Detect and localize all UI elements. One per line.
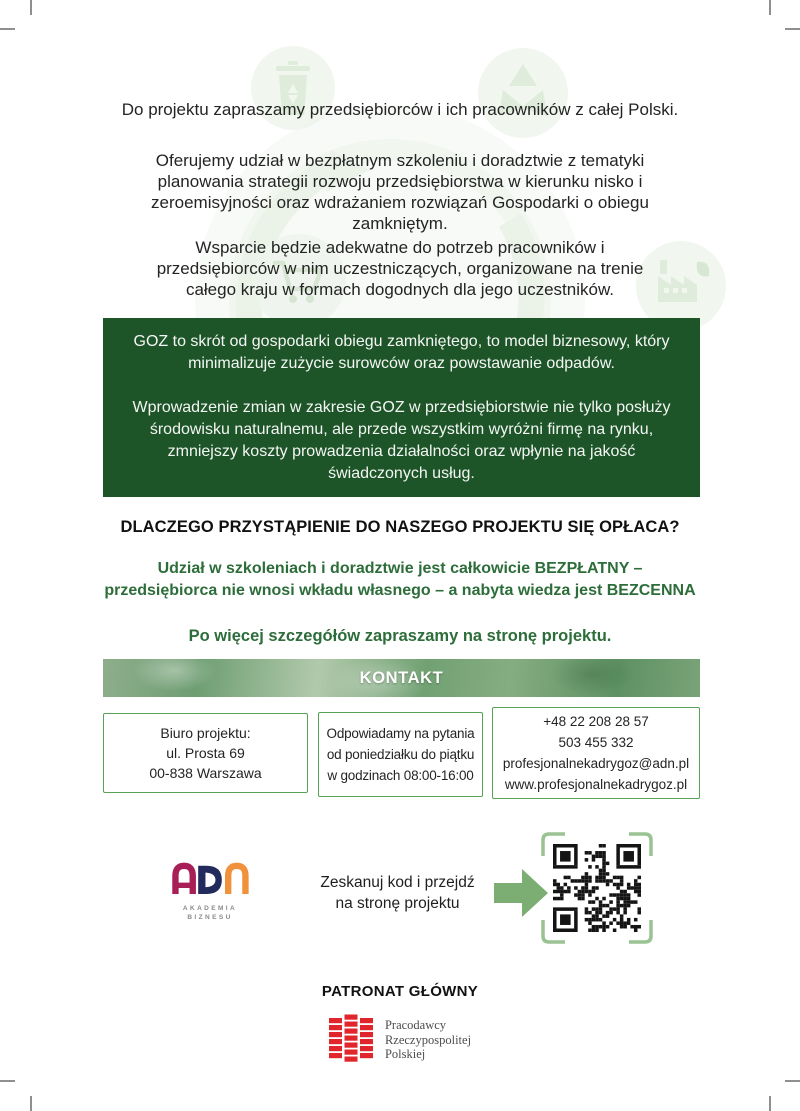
hours-line1: Odpowiadamy na pytania [326, 726, 475, 741]
contact-box-hours [318, 712, 483, 797]
patron-name [385, 1018, 471, 1062]
benefit-statement-line2: przedsiębiorca nie wnosi wkładu własnego – a nabyta wiedza jest BEZCENNA [104, 582, 696, 599]
adn-logo [160, 860, 260, 922]
qr-code-matrix [553, 844, 641, 932]
goz-paragraph-2: Wprowadzenie zmian w zakresie GOZ w przedsiębiorstwie nie tylko posłuży środowisku naturalnemu, ale przede wszystkim wyróżni firmę na rynku, zmniejszy koszty prowadzenia działalności oraz wpłynie na jakość świadczonych usług. [132, 399, 671, 482]
patron-name-line2: Rzeczypospolitej [384, 1032, 472, 1047]
scan-qr-label-line2: na stronę projektu [335, 895, 460, 912]
patronat-heading: PATRONAT GŁÓWNY [321, 983, 479, 1000]
crop-mark [785, 1080, 800, 1082]
benefit-statement-line1: Udział w szkoleniach i doradztwie jest całkowicie BEZPŁATNY – [157, 560, 643, 577]
patron-name-line1: Pracodawcy [384, 1018, 447, 1032]
crop-mark [0, 1080, 15, 1082]
kontakt-banner [103, 659, 700, 697]
crop-mark [769, 1096, 771, 1111]
office-city: 00-838 Warszawa [149, 765, 262, 781]
goz-paragraph-1: GOZ to skrót od gospodarki obiegu zamkniętego, to model biznesowy, który minimalizuje zużycie surowców oraz powstawanie odpadów. [133, 333, 670, 372]
patron-logo [0, 1012, 800, 1064]
contact-phone-1: +48 22 208 28 57 [543, 714, 649, 729]
recycle-arrows-icon [478, 48, 568, 138]
more-info-line: Po więcej szczegółów zapraszamy na stronę projektu. [188, 627, 612, 645]
hours-line2: od poniedziałku do piątku [326, 747, 475, 762]
office-street: ul. Prosta 69 [166, 745, 245, 761]
intro-paragraph-1: Do projektu zapraszamy przedsiębiorców i ich pracowników z całej Polski. [121, 100, 679, 119]
contact-phone-2: 503 455 332 [558, 735, 634, 750]
qr-code [541, 832, 653, 944]
patron-name-line3: Polskiej [384, 1047, 426, 1061]
office-label: Biuro projektu: [160, 725, 251, 741]
hours-line3: w godzinach 08:00-16:00 [327, 768, 474, 783]
adn-logo-letters [170, 860, 250, 897]
contact-box-office [103, 713, 308, 793]
patron-bricks-icon [329, 1012, 375, 1064]
arrow-right-icon [494, 869, 548, 922]
adn-subtitle-line2: BIZNESU [187, 914, 233, 921]
adn-subtitle-line1: AKADEMIA [182, 905, 238, 912]
why-heading: DLACZEGO PRZYSTĄPIENIE DO NASZEGO PROJEKTU SIĘ OPŁACA? [120, 518, 680, 536]
contact-email: profesjonalnekadrygoz@adn.pl [502, 756, 690, 771]
contact-box-details [492, 707, 700, 799]
intro-paragraph-2: Oferujemy udział w bezpłatnym szkoleniu i doradztwie z tematyki planowania strategii rozwoju przedsiębiorstwa w kierunku nisko i zeroemisyjności oraz wdrażaniem rozwiązań Gospodarki o obiegu zamkniętym. [151, 151, 649, 233]
goz-info-box [103, 318, 700, 497]
kontakt-banner-label: KONTAKT [359, 668, 444, 687]
contact-website: www.profesjonalnekadrygoz.pl [504, 777, 688, 792]
scan-qr-label-line1: Zeskanuj kod i przejdź [320, 874, 475, 891]
scan-qr-label [305, 872, 490, 914]
benefit-statement [50, 558, 750, 602]
intro-paragraph-3: Wsparcie będzie adekwatne do potrzeb pracowników i przedsiębiorców w nim uczestniczących, organizowane na trenie całego kraju w formach dogodnych dla jego uczestników. [156, 238, 644, 299]
crop-mark [30, 1096, 32, 1111]
